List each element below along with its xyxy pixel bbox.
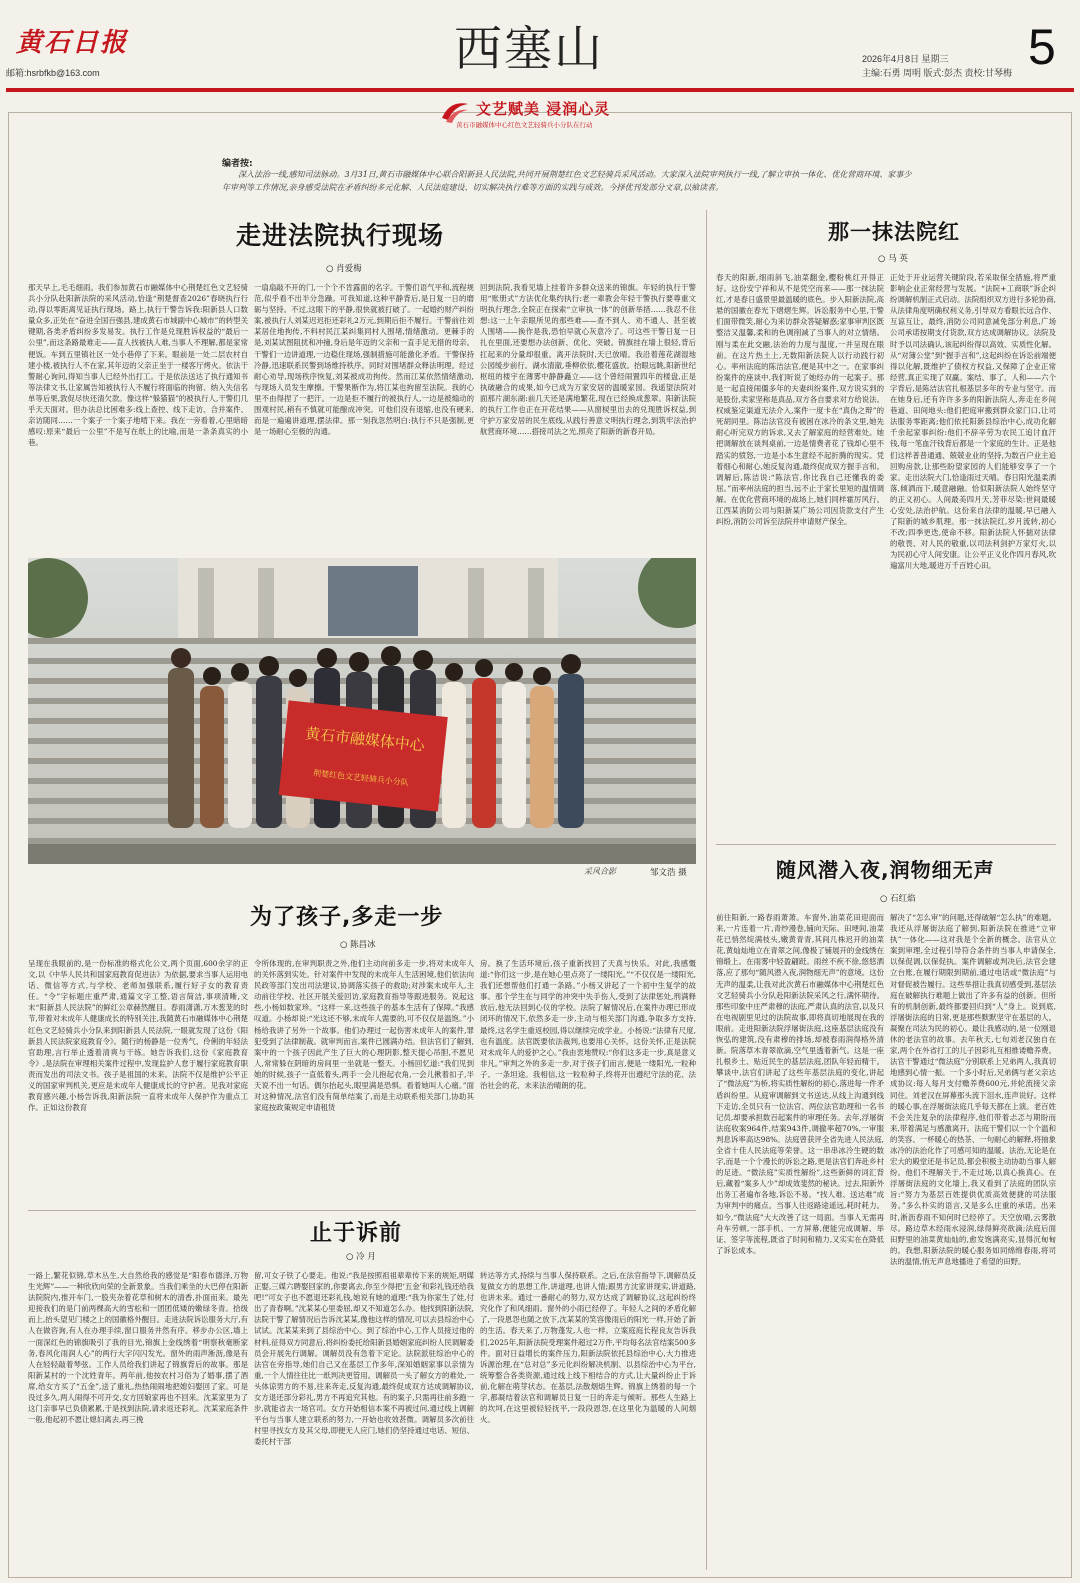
article-byline: ○ 陈昌冰 — [340, 938, 376, 950]
group-photo — [28, 558, 696, 864]
article-column: 回到法院,我看见墙上挂着许多群众送来的锦旗。年轻的执行干警用“账册式”方法优化集约执行:老一辈教会年轻干警执行要尊重文明执行理念,全院正在探索“立审执一体”的创新举措……我忍不住想:这一上午亲眼所见的那些难——查不到人、劝不通人、甚至被人围堵——换作是我,恐怕早就心灰意冷了。可这些干警日复一日扎在里面,还要想办法创新、优化、突破。锦旗挂在墙上很轻,背后扛起来的分量却很重。离开法院时,天已放晴。我沿着莲花湖湿地公园缓步前行。湖水清澈,垂柳依依,樱花盛放。抬眼远眺,阳新世纪枢纽的楼宇在薄雾中静静矗立——这个曾经闹置四年的楼盘,正是执破融合的成果,如今已成为万家安居的温暖家园。我遥望法院对面那片湖东湖:前几天还是满地繁花,现在已经换成葱翠。阳新法院的执行工作也正在开花结果——从窗棂里出去的兑现胜诉权益,到守护万家安居的民生底线,从践行善意文明执行理念,到筑牢法治护航营商环境……搭接司法之光,照亮了阳新的新春开局。 — [480, 283, 696, 437]
article-title: 那一抹法院红 — [828, 220, 960, 244]
masthead — [0, 0, 1080, 108]
article-byline: ○ 冷 月 — [346, 1250, 376, 1262]
article-column: 正处于开业运营关键阶段,若采取保全措施,将严重影响企业正常经营与发展。“法院+工商联”诉企纠纷调解机制正式启动。法院组织双方进行多轮协商,从法律角度明确权利义务,引导双方看眼长远合作、互谅互让。最终,消防公司同意减免部分利息,广场公司承诺按期支付货款,双方达成调解协议。法院及时予以司法确认,该起纠纷得以高效、实质性化解。从“对簿公堂”到“握手言和”,这起纠纷在诉讼前端便得以化解,既维护了债权方权益,又保障了企业正常经营,真正实现了双赢。案结、事了、人和——六个字背后,是陈洁法官扎根基层多年的专业与坚守。而在她身后,还有许许多多的阳新法院人,奔走在乡间巷道、田间地头:他们把庭审搬到群众家门口,让司法服务零距离;他们依托阳新县综治中心,成功化解千余起家事纠纷:他们不辞辛劳为农民工追讨血汗钱,每一笔血汗钱背后都是一个家庭的生计。正是他们这样普普通通、兢兢业业的坚持,为数百户业主追回购房款,让那些盼望家园的人们能够安享了一个家。走出法院大门,恰逢雨过天晴。春日阳光温柔洒落,倾洒而下,暖意融融。恰似阳新法院人始终坚守的正义初心。人间最美四月天,芳菲尽染:世间最暖心安处,法治护航。这份来自法律的温暖,早已融入了阳新的城乡肌理。那一抹法院红,岁月流转,初心不改;四季更迭,使命不移。阳新法院人怀揣对法律的敬畏、对人民的敬重,以司法利剑护万家灯火,以为民初心守人间安康。让公平正义化作四月春风,吹遍富川大地,暖进万千百姓心田。 — [890, 273, 1056, 571]
photo-banner-text: 黄石市融媒体中心 — [304, 724, 426, 755]
editors-line: 主编:石勇 周明 版式:彭杰 责校:甘琴梅 — [862, 68, 1013, 78]
article-title: 为了孩子,多走一步 — [250, 905, 444, 930]
article-title: 走进法院执行现场 — [236, 221, 445, 250]
article-column: 转达等方式,持续与当事人保持联系。之后,在法官指导下,调解员反复做女方的思想工作,讲道理,也讲人情;跟男方沈家讲现实,讲道路,也讲未来。通过一番耐心的努力,双方达成了调解协议,这起纠纷终究化作了和风细雨。窗外的小雨已经停了。年轻人之间的矛盾化解了,一段恩怨也随之放下,沈某某的笑容像雨后的阳光一样,开始了新的生活。春天来了,万物蓬发,人也一样。立案庭庭长程良友告诉我们,2025年,阳新法院受理案件超过2万件,平均每名法官结案500多件。面对日益增长的案件压力,阳新法院依托县综治中心,大力推进诉源治理,在“总对总”多元化纠纷解决机制、以县综治中心为平台,统筹整合各类资源,通过线上线下相结合的方式,让大量纠纷止于诉前,化解在萌芽状态。在基层,法散烟熔生辉。锦旗上绣着的每一个字,都凝结着法官和调解员日复一日的奔走与倾听。那些人生路上的坎坷,在这里被轻轻抚平,一段段恩怨,在这里化为温暖的人间烟火。 — [480, 1271, 696, 1425]
article-column: 前往阳新,一路春雨萧萧。车窗外,油菜花田迎面而来,一片连着一片,青纱漫卷,铺向天际。田埂间,油菜花已悄然绽满枝头,嫩黄青青,其间几株迟开的油菜花,黄灿灿地立在青翠之间,像极了铺展开的金线绣在锦缎上。在雨雾中轻盈翩跹。雨丝不疾不徐,悠悠洒落,应了那句“随风潜入夜,润物细无声”的意境。这份无声的温柔,让我对此次黄石市融媒体中心荆楚红色文艺轻骑兵小分队赴阳新法院采风之行,满怀期待。那些印象中庄严肃穆的法庭,严肃认真的法官,以及只在电视剧里见过的法院故事,即将真切地展现在我的眼前。走进阳新法院浮屠街法庭,这座基层法庭没有恢弘的建筑,没有肃穆的排场,却被春雨润得格外清新。院落草木青翠欲滴,空气里透着新气。这是一座扎根乡土、贴近民生的基层法庭,团队年轻而精干。攀谈中,法官们讲起了这些年基层法庭的变化,讲起了“微法庭”为桥,将实质性解纷的初心,落进每一件矛盾纠纷里。从庭审调解到文书送达,从线上沟通到线下走访,全员只有一位法官、两位法官助理和一名书记员,却要承担数百起案件的审理任务。去年,浮屠街法庭收案964件,结案943件,调撤率超70%,一审服判息诉率高达98%。法庭曾获评全省先进人民法庭,全省十佳人民法庭等荣誉。这一串串冰冷生硬的数字,而是一个个漫长的诉讼之路,更是法官们奔赴乡村的足迹。“微法庭”实质性解纷”,这些新鲜的词汇背后,藏着“案多人少”却成效斐然的秘诀。过去,阳新外出务工者遍布各地,诉讼不易。“找人难、送达难”成为审判中的痛点。当事人往返路途遥远,耗时耗力。如今,“微法庭”大大改善了这一局面。当事人无需再舟车劳顿,一部手机、一方屏幕,便能完成调解、举证、签字等流程,既省了时间和精力,又实实在在降低了诉讼成本。 — [716, 913, 884, 1255]
article-column: 呈现在我眼前的,是一份标准的格式化公文,两个页面,600余字的正文,以《中华人民共和国家庭教育促进法》为依据,要求当事人运用电话、微信等方式,与学校、老师加强联系,履行好子女的教育责任。“令”字标题庄重严肃,通篇文字工整,语言简洁,事项清晰,文末“阳新县人民法院”的鲜红公章赫然醒目。春雨潇潇,万木葱茏的时节,带着对未成年人健康成长的特别关注,我随黄石市融媒体中心荆楚红色文艺轻骑兵小分队来到阳新县人民法院,一眼就发现了这份《阳新县人民法院家庭教育令》。随行的杨静是一位秀气、伶俐的年轻法官助理,言行举止透着清爽与干练。她告诉我们,这份《家庭教育令》,是法院在审理相关案件过程中,发现监护人怠于履行家庭教育职责而发出的司法文书。孩子是祖国的未来。法院不仅是维护公平正义的国家审判机关,更应是未成年人健康成长的守护者。见我对家庭教育感兴趣,小杨告诉我,阳新法院一直将未成年人保护作为重点工作。正如这份教育 — [28, 959, 248, 1113]
article-byline: ○ 石红焰 — [880, 892, 916, 904]
photo-caption: 采风合影 — [584, 867, 616, 876]
date-line: 2026年4月8日 星期三 — [862, 54, 949, 64]
article-column: 解决了“怎么审”的问题,还得破解“怎么执”的难题。我还从浮屠街法庭了解到,阳新法院在推进“立审执”一体化——这对我是个全新的概念。法官从立案到审理,全过程引导符合条件的当事人申请保全,以保促调,以保促执。案件调解或判决后,法官会建立台账,在履行期限到期前,通过电话或“微法庭”与对督促被告履行。这些举措让我真切感受到,基层法庭在破解执行难题上做出了许多有益的创新。但所有的机制创新,最终都要回归到“人”身上。说到底,浮屠街法庭的日常,更是那些默默坚守在基层的人。凝聚在司法为民的初心。最让我感动的,是一位刚退休的老法官的故事。去年秋天,七旬刘老汉独自在家,两个在外省打工的儿子因彩礼互相推诿赡养费。法官干警通过“微法庭”分别联系上兄弟两人,我真切地感到心情一振。一个多小时后,兄弟俩与老父亲达成协议:每人每月支付赡养费600元,并轮流接父亲同住。刘老汉在屏幕那头流下泪水,连声说好。这样的暖心事,在浮屠街法庭几乎每天都在上演。老百姓不会关注复杂的法律程序,他们带着忐忑与期盼而来,带着满足与感激离开。法庭干警们以一个个温和的笑容、一杯暖心的热茶、一句耐心的解释,将抽象冰冷的法治化作了可感可知的温暖。法治,无论是在宏大的殿堂还是书记员,都会积极主动协助当事人解纷。他们不理解关于,不走过场,以真心换真心。在浮屠街法庭的文化墙上,我又看到了法庭的团队宗旨:“努力为基层百姓提供优质高效便捷的司法服务。”多么朴实的语言,又是多么庄重的承诺。出来时,淅沥春雨不知何时已经停了。天空放晴,云雾散尽。路边草木经雨水浸润,绿得鲜亮欲滴;法庭后面田野里的油菜黄灿灿的,愈发饱满亮实,显得沉甸甸的。我想,阳新法院的暖心服务如同绵绵春雨,将司法的温情,悄无声息地播进了希望的田野。 — [890, 913, 1056, 1266]
divider — [716, 844, 1056, 845]
article-column: 令所体现的,在审判职责之外,他们主动向前多走一步,将对未成年人的关怀落到实处。针对案件中发现的未成年人生活困境,他们依法向民政等部门发出司法建议,协调落实孩子的救助;对涉案未成年人,主动前往学校、社区开展关爱回访,家庭教育指导等跟进服务。说起这些,小杨如数家珍。“这样一来,这些孩子的基本生活有了保障。”我感叹道。小杨却说:“光这还不够,未成年人需要的,可不仅仅是温饱。”小杨给我讲了另外一个故事。他们办理过一起伤害未成年人的案件,罪犯受到了法律制裁。就审判而言,案件已圆满办结。但法官们了解到,案中的一个孩子因此产生了巨大的心理阴影,整天提心吊胆,不愿见人,常常躲在阴暗的房间里一坐就是一整天。小杨回忆道:“我们见到她的时候,孩子一直低着头,两手一会儿抱起衣角,一会儿揪着扣子,半天说不出一句话。偶尔抬起头,眼里满是恐惧。看着她叫人心痛。”面对这种情况,法官们没有简单结案了,而是主动联系相关部门,协助其家庭按政策规定申请租赁 — [254, 959, 474, 1113]
column-separator — [706, 210, 707, 1570]
email-line: 邮箱:hsrbfkb@163.com — [6, 68, 100, 78]
editor-note-label: 编者按: — [222, 159, 253, 169]
photo-banner-subtext: 荆楚红色文艺轻骑兵小分队 — [312, 768, 410, 788]
column-banner — [440, 96, 650, 136]
newspaper-name: 黄石日报 — [16, 28, 129, 58]
banner-subtitle: 黄石市融媒体中心红色文艺轻骑兵小分队在行动 — [456, 121, 593, 129]
photo-credit: 邹文浩 摄 — [650, 868, 687, 878]
article-column: 房。换了生活环境后,孩子重新找回了天真与快乐。对此,我感慨道:“你们这一步,是在她心里点亮了一缕阳光。”“不仅仅是一缕阳光,我们还想帮他们打通一条路。”小杨又讲起了一个初中生复学的故事。那个学生在与同学的冲突中失手伤人,受到了法律惩处,刑满释放后,他无法回到心仪的学校。法院了解情况后,在案件办理已形成闭环的情况下,依然多走一步,主动与相关部门沟通,争取多方支持,最终,这名学生重返校园,得以继续完成学业。小杨说:“法律有尺度,也有温度。法官既要依法裁判,也要用心关怀。这份关怀,正是法院对未成年人的爱护之心。”我由衷地赞叹:“你们这多走一步,真是意义非凡。”审判之外的多走一步,对于孩子们而言,便是一缕阳光,一粒种子、一条坦途。我相信,这一粒粒种子,终将开出遵纪守法的花、法治社会的花、未来法治晴朗的花。 — [480, 959, 696, 1091]
article-column: 春天的阳新,细雨斜飞,油菜翻金,樱粉桃红开得正好。这份安宁祥和从不是凭空而来——那一抹法院红,才是春日盛景里最温暖的底色。步入阳新法院,高悬的国徽在春光下熠熠生辉。诉讼服务中心里,干警们面带微笑,耐心为来访群众答疑解惑;家事审判区既整洁又温馨,柔和的色调削减了当事人的对立情绪。刚与柔在此交融,法治的力度与温度,一并呈现在眼前。在这片热土上,无数阳新法院人以行动践行初心。率州法庭的陈洁法官,便是其中之一。在家事纠纷案件的座谈中,我们听说了她经办的一起案子。那是一起直接闹僵多年的夫妻纠纷案件,双方说实到的是股份,卖家坚称是真品,双方各自要求对方给说法。权威鉴定渠道无法介入,案件一度卡在“真伪之辩”的死胡同里。陈洁法官没有被困在冰冷的条文里,她先耐心听完双方的诉求,又去了解家庭的经营难处。她把调解放在谈判桌前,一边是情费者花了钱却心里不踏实的愤怒,一边是小本生意经不起折腾的现实。凭着细心和耐心,她反复沟通,最终促成双方握手言和。调解后,陈洁说:“陈法官,你比我自己还懂我的委屈。”而率州法庭的担当,远不止于家长里短的温情调解。在优化营商环境的战场上,她们同样霍厉风行。江西某消防公司与阳新某广场公司因货款支付产生纠纷,消防公司诉至法院并申请财产保全。 — [716, 273, 884, 527]
article-column: 一路上,繁花似锦,草木丛生,大自然给我的感觉是“阳春布德泽,万物生光辉”——一种欣欣向荣的全新景象。当我们乘坐的大巴停在阳新法院院内,推开车门,一股夹杂着花草和树木的清香,扑面而来。最先迎接我们的是门前两棵高大的雪松和一团团低矮的嫩绿冬青。拾级而上,抬头望见门楼之上的国徽格外醒目。走进法院诉讼服务大厅,有人在做咨询,有人在办理手续,窗口服务井然有序。移步办公区,墙上一面深红色的锦旗吸引了我的目光,锦旗上金线绣着“明察秋毫断家务,春风化雨润人心”的两行大字闪闪发光。窗外的雨声淅沥,像是有人在轻轻敲着琴弦。工作人员给我们讲起了锦旗背后的故事。那是阳新某村的一个沈姓青年。两年前,他按农村习俗为了婚事,摆了酒席,给女方买了“五金”,送了重礼,热热闹闹地把媳妇娶回了家。可是没过多久,两人闹得不可开交,女方回娘家再也不回来。沈某家里为了这门亲事早已负债累累,于是找到法院,请求返还彩礼。沈某家庭条件一般,他起初不愿让媳妇离去,再三挽 — [28, 1271, 248, 1425]
page-number: 5 — [1028, 19, 1056, 75]
editor-note-text: 深入法治一线,感知司法脉动。3月31日,黄石市融媒体中心联合阳新县人民法院,共同开展荆楚红色文艺轻骑兵采风活动。大家深入法院审判执行一线,了解立审执一体化、优化营商环境、家事少年审判等工作情况,亲身感受法院在矛盾纠纷多元化解、人民法庭建设、切实解决执行难等方面的实践与成效。今择优刊发部分文章,以飨读者。 — [222, 170, 912, 192]
article-byline: ○ 马 英 — [878, 252, 908, 264]
article-title: 止于诉前 — [310, 1221, 403, 1246]
article-byline: ○ 肖爱梅 — [326, 262, 362, 274]
section-title: 西塞山 — [454, 21, 605, 77]
article-title: 随风潜入夜,润物细无声 — [776, 858, 995, 882]
article-column: 留,可女子铁了心要走。他说:“我是按照祖祖辈辈传下来的规矩,明媒正娶,三媒六聘娶回家的,你要离去,你至少得把‘五金’和彩礼钱还给我吧!”可女子也不愿退还彩礼钱,她说有她的道理:“我为你家生了娃,付出了青春啊。”沈某某心里委屈,却又不知道怎么办。他找到阳新法院,法院干警了解情况后告诉沈某某,像他这样的情况,可以去县综治中心试试。沈某某来到了县综治中心。到了综治中心,工作人员接过他的材料,征得双方同意后,将纠纷委托给阳新县婚姻家庭纠纷人民调解委员会开展先行调解。调解员没有急着下定论。法院派驻综治中心的法官在旁指导,她们自己又在基层工作多年,深知婚姻家事以亲情为重,一个人情往往比一纸判决更管用。调解员一头了解女方的难处,一头体谅男方的不易,往来奔走,反复沟通,最终促成双方达成调解协议,女方退还部分彩礼,男方不再追究其他。有的案子,只需再往前多跑一步,就能省去一场官司。女方开始相信本案不再被过问,通过线上调解平台与当事人建立联系的努力,一开始也收效甚微。调解员多次前往村里寻找女方及其父母,即便无人应门,她们仍坚持通过电话、短信、委托村干部 — [254, 1271, 474, 1447]
masthead-rule — [6, 88, 1074, 92]
banner-title: 文艺赋美 浸润心灵 — [476, 100, 611, 118]
article-column: 那天早上,毛毛细雨。我们参加黄石市融媒体中心荆楚红色文艺轻骑兵小分队赴阳新法院的采风活动,恰逢“荆楚督查2026”春晓执行行动,得以零距离见证执行现场。路上,执行干警告诉我:阳新县人口数量众多,正处在“奋进全国百强县,建成黄石市城副中心城市”的转型关键期,各类矛盾纠纷多发易发。执行工作是兑现胜诉权益的“最后一公里”,而这条路最难走——直人找被执人难,当事人不理解,都是家常便饭。车到五里镇社区一处小巷停了下来。眼前是一处二层农村自建小楼,被执行人不在家,其年迈的父亲正坐于一楼客厅烤火。依法干警耐心询问,得知当事人已经外出打工。于是依法送达了执行通知书等法律文书,让家属告知被执行人不履行将面临的拘留、纳入失信名单等后果,敦促尽快还清欠款。像这样“躲猫猫”的被执行人,干警们几乎天天面对。但办法总比困难多:线上查控、线下走访、合并案件、亲访随同……一个案子一个案子地啃下来。我在一旁看着,心里暗暗感叹:原来“最后一公里”不是写在纸上的比喻,而是一条条真实的小巷。 — [28, 283, 248, 448]
article-column: 一扇扇敲不开的门,一个个不肯露面的名字。干警们语气平和,流程规范,似乎看不出半分急躁。可我知道,这种平静背后,是日复一日的磨砺与坚持。不过,这眼下的平静,很快就被打破了。一起婚约财产纠纷案,被执行人刘某迟迟拒还彩礼2万元,到期后拒不履行。干警前往刘某居住地拘传,不料村民江某纠集同村人围堵,情绪激动。更棘手的是,刘某试图阻扰和冲撞,身后是年迈的父亲和一直手足无措的母亲。干警们一边讲道理,一边稳住现场,强制措施可能激化矛盾。干警保持冷静,迅速联系民警到场维持秩序。同时对围堵群众释法明理。经过耐心劝导,现场秩序恢复,刘某被成功拘传。然而江某依然情绪激动,与现场人员发生摩擦。干警果断作为,将江某也拘留至法院。我的心里不由得捏了一把汗。一边是拒不履行的被执行人,一边是被煽动的围观村民,稍有不慎就可能酿成冲突。可他们没有退缩,也没有硬来,而是一遍遍讲道理,摆法律。那一刻我忽然明白:执行不只是强制,更是一场耐心至极的沟通。 — [254, 283, 474, 437]
divider — [28, 1210, 696, 1211]
